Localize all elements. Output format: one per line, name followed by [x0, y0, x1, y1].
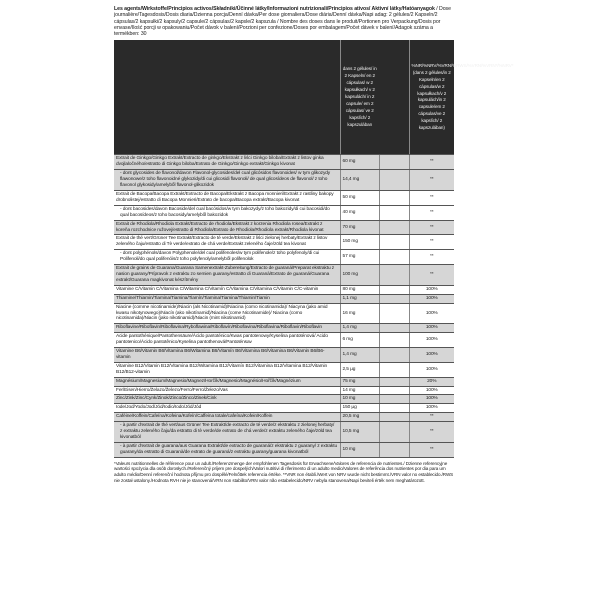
ingredient-nrv: 100%	[409, 294, 454, 303]
ingredient-amount: 100 mg	[340, 265, 379, 286]
ingredient-name: Riboflavine/Riboflavin/Riboflavina/Ryboflawina/Riboflavín/Riboflavina/Riboflavina/Riboflavin/Riboflavin	[114, 324, 340, 333]
label-header	[114, 6, 454, 37]
ingredient-amount: 1,4 mg	[340, 324, 379, 333]
ingredient-nrv: 100%	[409, 285, 454, 294]
spacer-cell	[379, 265, 409, 286]
daily-dose-text: / Dose journalière/Tagesdosis/Dosis diaria/Dzienna porcja/Denní dávka/Per dose giornaliera/Dose diária/Denní dávka/Napi adag: 2 gélules/2 Kapseln/2 cápsulas/2 kapsułki/2 kapsuly/2 capsule/2 cápsulas/2 kapsle/2 kapszula / Nombre des doses dans le produit/Portionen pro Verpackung/Dosis por envase/Ilość porcji w opakowaniu/Počet dávok v balení/Porzioni per confezione/Doses por embalagem/Počet dávek v balení/Adagok száma a termékben: 30	[114, 6, 451, 38]
header-spacer-cell	[379, 40, 409, 155]
spacer-cell	[379, 422, 409, 443]
spacer-cell	[379, 386, 409, 395]
ingredient-amount: 150 µg	[340, 404, 379, 413]
ingredient-name: Iode/Jod/Yodo/Jod/Jód/Iodio/Iodo/Jód/Jód	[114, 404, 340, 413]
ingredient-name: Extrait de Rhodiola/Rhodiola Extrakt/Extracto de rhodiola/Ekstrakt z korzenia Rhodiola rosea/Extrakt z koreňa rozchodnice ružovej/estratto di Rhodiola/Extrato de Rhodiola/Rhodiola extrakt/Rhodiola kivonat	[114, 220, 340, 235]
ingredient-name: Vitamine B6/Vitamin B6/Vitamina B6/Witamina B6/Vitamín B6/Vitamina B6/Vitamina B6/Vitamin B6/B6-vitamin	[114, 348, 340, 363]
table-row	[114, 422, 454, 443]
ingredient-name: Vitamine C/Vitamin C/Vitamina C/Witamina C/Vitamín C/Vitamina C/Vitamina C/Vitamin C/C-vitamin	[114, 285, 340, 294]
spacer-cell	[379, 333, 409, 348]
amount-column-header: dans 2 gélules/ in 2 Kapseln/ en 2 cápsulas/ w 2 kapsułkach/ v 2 kapsulách/ in 2 capsule/ em 2 cápsulas/ ve 2 kapslích/ 2 kapszulában	[340, 40, 379, 155]
table-row	[114, 235, 454, 250]
ingredient-amount: 50 mg	[340, 191, 379, 206]
ingredient-name: Extrait de Ginkgo/Ginkgo Extrakt/Extracto de ginkgo/Ekstrakt z liści Ginkgo biloba/Extrakt z listov ginka dvojlaločného/estratto di Ginkgo biloba/Extrato de Ginkgo/Ginkgo extrakt/Ginkgo kivonat	[114, 155, 340, 170]
ingredient-amount: 14 mg	[340, 386, 379, 395]
ingredient-nrv: **	[409, 265, 454, 286]
ingredient-nrv: 100%	[409, 303, 454, 324]
ingredient-nrv: **	[409, 191, 454, 206]
table-row	[114, 333, 454, 348]
ingredient-name: Extrait de Bacopa/Bacopa Extrakt/Extracto de Bacopa/Ekstrakt z Bacopa monnieri/Extrakt z rastliny bakopy drobnolistej/estratto di Bacopa Monnieri/Extrato de bacopa/Bacopa extrakt/Bacopa kivonat	[114, 191, 340, 206]
spacer-cell	[379, 362, 409, 377]
ingredient-name: Niacine (comme nicotinamide)/Niacin (als Nicotinamid)/Niacina (como nicotinamida)/ Niacyna (jako amid kwasu nikotynowego)/Niacín (ako nikotínamid)/Niacina (come Nicotinamide)/ Niacina (como nicotinamida)/Niacin (jako nikotinamid)/Niacin (mint nikotinamid)	[114, 303, 340, 324]
ingredient-name: - dont polyphénols/davon Polyphenole/del cual polifenoles/w tym polifenole/z toho polyfenoly/di cui Polifenoli/do qual polifenóis/z toho polyfenoly/amelyből polifenolok	[114, 250, 340, 265]
spacer-cell	[379, 294, 409, 303]
ingredient-nrv: **	[409, 250, 454, 265]
spacer-cell	[379, 324, 409, 333]
ingredient-name: Caféine/Koffein/Cafeína/Kofeina/Kofeín/Caffeina totale/cafeína/Kofein/Koffein	[114, 413, 340, 422]
ingredient-amount: 57 mg	[340, 250, 379, 265]
table-row	[114, 285, 454, 294]
spacer-cell	[379, 220, 409, 235]
ingredient-amount: 1,1 mg	[340, 294, 379, 303]
ingredient-amount: 1,4 mg	[340, 348, 379, 363]
table-row	[114, 191, 454, 206]
table-row	[114, 155, 454, 170]
ingredient-nrv: 100%	[409, 395, 454, 404]
ingredient-name: Thiamine/Thiamin/Tiamina/Tiamina/Tiamín/Tiamina/Tiamina/Thiamin/Tiamin	[114, 294, 340, 303]
table-row	[114, 170, 454, 191]
header-blank-cell	[114, 40, 340, 155]
ingredient-amount: 40 mg	[340, 205, 379, 220]
ingredient-amount: 20,5 mg	[340, 413, 379, 422]
table-row	[114, 386, 454, 395]
ingredient-nrv: **	[409, 413, 454, 422]
ingredient-amount: 10 mg	[340, 442, 379, 457]
ingredient-amount: 2,5 µg	[340, 362, 379, 377]
ingredient-nrv: **	[409, 422, 454, 443]
ingredient-amount: 6 mg	[340, 333, 379, 348]
table-row	[114, 442, 454, 457]
ingredient-amount: 150 mg	[340, 235, 379, 250]
spacer-cell	[379, 377, 409, 386]
ingredient-nrv: 100%	[409, 386, 454, 395]
ingredient-amount: 70 mg	[340, 220, 379, 235]
ingredient-nrv: 100%	[409, 324, 454, 333]
ingredient-nrv: **	[409, 205, 454, 220]
spacer-cell	[379, 303, 409, 324]
ingredient-name: - dont glycosides de flavonol/davon Flavonol-glycosides/del cual glicósidos flavonoides/ w tym glikozydy flawonowe/z toho flavonoidné glykozidy/di cui glicosidi flavonoli/ de qual glicosídeos de flavonol/ z toho flavonol glykosidy/amelyből flavonol-glikozidok	[114, 170, 340, 191]
spacer-cell	[379, 205, 409, 220]
ingredient-nrv: 100%	[409, 404, 454, 413]
table-row	[114, 303, 454, 324]
ingredient-name: Vitamine B12/Vitamin B12/Vitamina B12/Witamina B12/Vitamín B12/Vitamina B12/Vitamina B12/Vitamin B12/B12-vitamin	[114, 362, 340, 377]
spacer-cell	[379, 442, 409, 457]
ingredient-nrv: **	[409, 155, 454, 170]
spacer-cell	[379, 250, 409, 265]
ingredient-nrv: 100%	[409, 348, 454, 363]
ingredient-nrv: **	[409, 235, 454, 250]
ingredient-name: Fer/Eisen/Hierro/Żelazo/Železo/Ferro/Ferro/Železo/Vas	[114, 386, 340, 395]
ingredient-amount: 10,5 mg	[340, 422, 379, 443]
spacer-cell	[379, 235, 409, 250]
ingredient-name: Extrait de thé vert/Grüner Tee Extrakt/Extracto de té verde/Ekstrakt z liści zielonej herbaty/Extrakt z listov zeleného čaju/estratto di Tè verde/extrato de chá verde/Extrakt zeleného čaje/zöld tea kivonat	[114, 235, 340, 250]
table-row	[114, 324, 454, 333]
ingredient-name: Zinc/Zink/Zinc/Cynk/Zinok/Zinco/Zinco/Zinek/Cink	[114, 395, 340, 404]
ingredient-amount: 10 mg	[340, 395, 379, 404]
table-row	[114, 413, 454, 422]
spacer-cell	[379, 413, 409, 422]
ingredient-name: Extrait de grains de Guarana/Guarana Samenextrakt-Zubereitung/Extracto de guaraná/Preparat ekstraktu z nasion guarany/Prípravok z extraktu zo semien guarany/estratto di Guaranà/Extrato de guaraná/Guarana extrakt/Guarana magkivonat készítmény	[114, 265, 340, 286]
table-header-row	[114, 40, 454, 155]
nrv-column-header: %NR/%NRV/%VRN/%RWS/%VRN/%VRN*/%NRV* (dans 2 gélules/in 2 Kapseln/en 2 cápsulas/w 2 kapsułkach/v 2 kapsulách/in 2 capsule/em 2 cápsulas/ve 2 kapslích/ 2 kapszulában)	[409, 40, 454, 155]
nutrition-label	[114, 6, 514, 488]
table-row	[114, 205, 454, 220]
table-row	[114, 404, 454, 413]
ingredient-amount: 75 mg	[340, 377, 379, 386]
ingredient-name: - dont bacosides/davon Bacoside/del cual bacósidos/w tym bakozydy/z toho bakozidy/di cui bacosidi/do qual bacosídeos/z toho bacosidy/amelyből bakozidok	[114, 205, 340, 220]
ingredient-amount: 60 mg	[340, 155, 379, 170]
table-row	[114, 265, 454, 286]
table-row	[114, 220, 454, 235]
ingredient-amount: 14,4 mg	[340, 170, 379, 191]
ingredient-amount: 16 mg	[340, 303, 379, 324]
spacer-cell	[379, 191, 409, 206]
ingredient-nrv: 20%	[409, 377, 454, 386]
table-row	[114, 362, 454, 377]
active-ingredients-title: Les agents/Wirkstoffe/Principios activos/Składniki/Účinné látky/Informazioni nutrizionali/Principios ativos/ Aktivní látky/Hatóanyagok	[114, 6, 435, 12]
table-row	[114, 250, 454, 265]
ingredient-nrv: **	[409, 220, 454, 235]
footnote: *Valeurs nutritionnelles de référence pour un adult./Referenzmenge der empfohlenen Tagesdosis für Erwachsene/Valores de referencia de nutrientes./ Dzienne referencyjne wartości spożycia dla osób dorosłych./Referenčný príjem pre dospelých/Valori nutritivi di riferimento di un adulto medio/Valores de referência dos nutrientes por dia para um adulto médio/Denní referenční hodnota příjmu pro dospělé/Felnőttek referencia értéke. **VNR non établi./Wert von NRV wurde nicht bestimmt./VRN valor no establecido./RWS nie został ustalony./Hodnota RVH nie je stanovená/VRN non stabilito/VRN valor não estabelecido/NRV nebyla stanovena/Napi beviteli érték nem meghatározott.	[114, 460, 454, 483]
table-row	[114, 377, 454, 386]
spacer-cell	[379, 348, 409, 363]
ingredient-name: Acide pantothénique/Pantothensäure/Ácido pantoténico/Kwas pantotenowy/Kyselina pantoténová/ Acido pantotenico/Ácido pantotênico/Kyselina pantothenová/Pantoténsav	[114, 333, 340, 348]
spacer-cell	[379, 285, 409, 294]
spacer-cell	[379, 155, 409, 170]
ingredient-amount: 80 mg	[340, 285, 379, 294]
spacer-cell	[379, 395, 409, 404]
ingredient-name: Magnésium/Magnesium/Magnesio/Magnez/Horčík/Magnesio/Magnésio/Hořčík/Magnézium	[114, 377, 340, 386]
table-row	[114, 348, 454, 363]
spacer-cell	[379, 170, 409, 191]
ingredient-nrv: **	[409, 170, 454, 191]
ingredient-name: - à partir d'extrait de guarana/aus Guarana Extrakt/de extracto de guaraná/z ekstraktu z guarany/ z extraktu guarany/da estratto di Guaranà/de extrato de guaraná/z extraktu guarany/guarana kivonatból	[114, 442, 340, 457]
table-row	[114, 294, 454, 303]
ingredient-name: - à partir d'extrait de thé vert/aus Grüner Tee Extrakt/de extracto de té verde/z ekstraktu z zielonej herbaty/ z extraktu zeleného čaju/da estratto di tè verde/de extrato de chá verde/z extraktu zeleného čaje/zöld tea kivonatból	[114, 422, 340, 443]
ingredient-nrv: 100%	[409, 333, 454, 348]
table-row	[114, 395, 454, 404]
nutrition-table	[114, 40, 514, 457]
ingredient-nrv: 100%	[409, 362, 454, 377]
spacer-cell	[379, 404, 409, 413]
ingredient-nrv: **	[409, 442, 454, 457]
